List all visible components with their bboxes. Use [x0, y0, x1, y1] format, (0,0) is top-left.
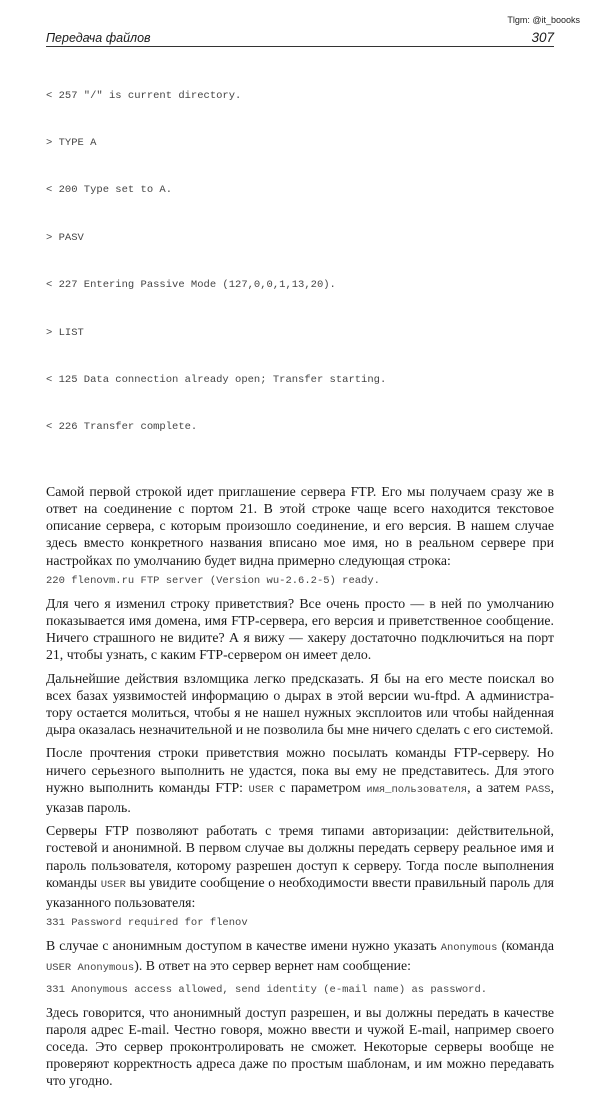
- paragraph: Дальнейшие действия взломщика легко предсказать. Я бы на его месте поискал во всех базах уязвимостей информацию о дырах в этой версии wu-ftpd. А администратору остается молиться, чтобы я не нашел нужных эксплоитов или чтобы найденная дыра оказалась незначительной и не позволила бы мне ничего сделать с его системой.: [46, 670, 554, 738]
- code-line: > TYPE A: [46, 136, 97, 149]
- page-content: [46, 57, 554, 1096]
- code-line: < 200 Type set to A.: [46, 184, 173, 197]
- code-line: > LIST: [46, 326, 84, 339]
- chapter-title: Передача файлов: [46, 31, 151, 45]
- code-line: > PASV: [46, 231, 84, 244]
- paragraph: Самой первой строкой идет приглашение сервера FTP. Его мы получаем сразу же в ответ на соединение с портом 21. В этой строке чаще всего находится текстовое описание сервера, с которым произошло соединение, и его версия. В нашем случае здесь вместо конкретного названия вписано мое имя, но в реальном сервере при настройках по умолчанию будет видна примерно следующая строка:: [46, 483, 554, 568]
- inline-code: USER Anonymous: [46, 962, 135, 975]
- code-example: 331 Anonymous access allowed, send identity (e-mail name) as password.: [46, 983, 488, 996]
- page-number: 307: [531, 30, 554, 45]
- code-line: < 125 Data connection already open; Transfer starting.: [46, 373, 387, 386]
- paragraph: В случае с анонимным доступом в качестве имени нужно указать Anonymous (команда USER Anonymous). В ответ на это сервер вернет нам сообщение:: [46, 938, 554, 975]
- code-line: < 227 Entering Passive Mode (127,0,0,1,13,20).: [46, 279, 336, 292]
- inline-code: имя_пользователя: [366, 783, 468, 796]
- inline-code: Anonymous: [440, 942, 498, 955]
- paragraph: Серверы FTP позволяют работать с тремя типами авторизации: действительной, гостевой и анонимной. В первом случае вы должны передать серверу реальное имя и пароль пользователя, которому разрешен доступ к серверу. Тогда после выполнения команды USER вы увидите сообщение о необходимости ввести правильный пароль для указанного пользователя:: [46, 823, 554, 910]
- code-example: 331 Password required for flenov: [46, 917, 248, 930]
- ftp-session-log: [46, 57, 554, 468]
- code-line: < 226 Transfer complete.: [46, 421, 198, 434]
- inline-code: USER: [100, 878, 126, 891]
- paragraph: Здесь говорится, что анонимный доступ разрешен, и вы должны передать в качестве пароля адрес E-mail. Честно говоря, можно ввести и чужой E-mail, например своего соседа. Это сервер проконтролировать не сможет. Некоторые серверы вообще не проверяют корректность адреса даже по простым шаблонам, и им можно передавать что угодно.: [46, 1004, 554, 1089]
- paragraph: После прочтения строки приветствия можно посылать команды FTP-серверу. Но ничего серьезного выполнить не удастся, пока вы ему не представитесь. Для этого нужно выполнить команды FTP: USER с параметром имя_пользователя, а затем PASS, указав пароль.: [46, 745, 555, 815]
- paragraph: Для чего я изменил строку приветствия? Все очень просто — в ней по умолчанию показывается имя домена, имя FTP-сервера, его версия и приветственное сообщение. Ничего страшного не видите? А я вижу — хакеру достаточно подключиться на порт 21, чтобы узнать, с каким FTP-сервером он имеет дело.: [46, 595, 554, 663]
- inline-code: USER: [248, 783, 274, 796]
- running-header: [46, 30, 554, 47]
- channel-watermark: Tlgm: @it_boooks: [507, 15, 580, 25]
- inline-code: PASS: [525, 783, 551, 796]
- code-example: 220 flenovm.ru FTP server (Version wu-2.6.2-5) ready.: [46, 574, 380, 587]
- code-line: < 257 "/" is current directory.: [46, 89, 242, 102]
